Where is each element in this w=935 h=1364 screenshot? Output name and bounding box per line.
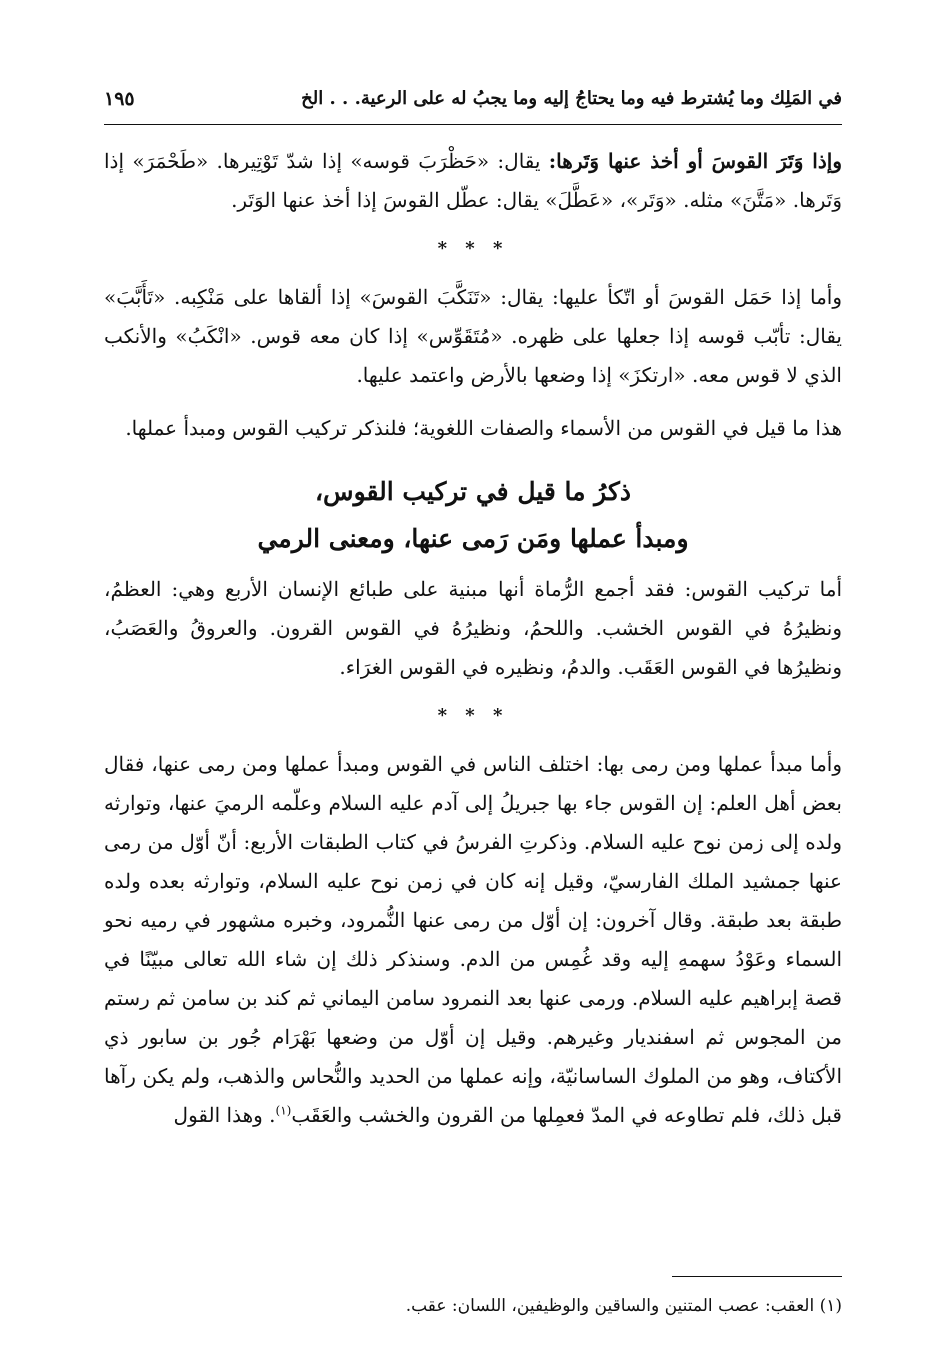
footnote: (١) العقب: عصب المتنين والساقين والوظيفين، اللسان: عقب. — [405, 1296, 842, 1316]
section-separator: * * * — [437, 705, 509, 726]
footnote-rule — [672, 1276, 842, 1277]
paragraph-bow-carrying: وأما إذا حَمَل القوسَ أو اتّكأ عليها: يقال: «تَنَكَّبَ القوسَ» إذا ألقاها على مَنْكِبه. «تَأَبَّبَ» يقال: تأبّب قوسه إذا جعلها على ظهره. «مُتَقَوِّس» إذا كان معه قوس. «انْكَبُ» والأنكب الذي لا قوس معه. «ارتكزَ» إذا وضعها بالأرض واعتمد عليها. — [104, 285, 842, 387]
footnote-reference: (١) — [275, 1103, 292, 1118]
header-rule — [104, 124, 842, 125]
page-number: ١٩٥ — [104, 88, 135, 110]
paragraph-summary: هذا ما قيل في القوس من الأسماء والصفات اللغوية؛ فلنذكر تركيب القوس ومبدأ عملها. — [125, 416, 842, 440]
running-title: في المَلِك وما يُشترط فيه وما يحتاجُ إليه وما يجبُ له على الرعية. . . الخ — [301, 88, 842, 109]
paragraph-bow-origin — [104, 745, 842, 1135]
paragraph-text: يقال: «حَظْرَبَ قوسه» إذا شدّ تَوْتِيرها. «طَحْمَرَ» إذا وَتَرها. «مَتَّنَ» مثله. «وَتَر»، «عَطَّلَ» يقال: عطّل القوسَ إذا أخذ عنها الوَتَر. — [104, 149, 842, 212]
paragraph-bow-stringing — [104, 142, 842, 220]
paragraph-bow-composition: أما تركيب القوس: فقد أجمع الرُّماة أنها مبنية على طبائع الإنسان الأربع وهي: العظمُ، ونظيرُهُ في القوس الخشب. واللحمُ، ونظيرُهُ في القوس القرون. والعروقُ والعَصَبُ، ونظيرُها في القوس العَقَب. والدمُ، ونظيره في القوس الغرَاء. — [104, 577, 843, 679]
heading-line-2: ومبدأ عملها ومَن رَمى عنها، ومعنى الرمي — [257, 524, 689, 553]
paragraph-text-tail: . وهذا القول — [173, 1103, 276, 1127]
running-header — [104, 86, 842, 120]
paragraph-text: وأما مبدأ عملها ومن رمى بها: اختلف الناس في القوس ومبدأ عملها ومن رمى عنها، فقال بعض أهل العلم: إن القوس جاء بها جبريلُ إلى آدم عليه السلام وعلّمه الرميَ عنها، وتوارثه ولده إلى زمن نوح عليه السلام. وذكرتِ الفرسُ في كتاب الطبقات الأربع: أنّ أوّل من رمى عنها جمشيد الملك الفارسيّ، وقيل إنه كان في زمن نوح عليه السلام، وتوارثه بعده ولده طبقة بعد طبقة. وقال آخرون: إن أوّل من رمى عنها النُّمرود، وخبره مشهور في رميه نحو السماء وعَوْدُ سهمهِ إليه وقد غُمِس من الدم. وسنذكر ذلك إن شاء الله تعالى مبيّنًا في قصة إبراهيم عليه السلام. ورمى عنها بعد النمرود سامن اليماني ثم كند بن سامن ثم رستم من المجوس ثم اسفنديار وغيرهم. وقيل إن أوّل من وضعها بَهْرَام جُور بن سابور ذي الأكتاف، وهو من الملوك الساسانيّة، وإنه عملها من الحديد والنُّحاس والذهب، ولم يكن رآها قبل ذلك، فلم تطاوعه في المدّ فعمِلها من القرون والخشب والعَقَب — [104, 752, 842, 1127]
section-separator: * * * — [437, 238, 509, 259]
heading-line-1: ذكرُ ما قيل في تركيب القوس، — [314, 477, 632, 506]
main-text — [104, 142, 842, 1135]
paragraph-lead: وإذا وَتَرَ القوسَ أو أخذ عنها وَتَرها: — [548, 149, 842, 173]
section-heading — [104, 468, 842, 562]
